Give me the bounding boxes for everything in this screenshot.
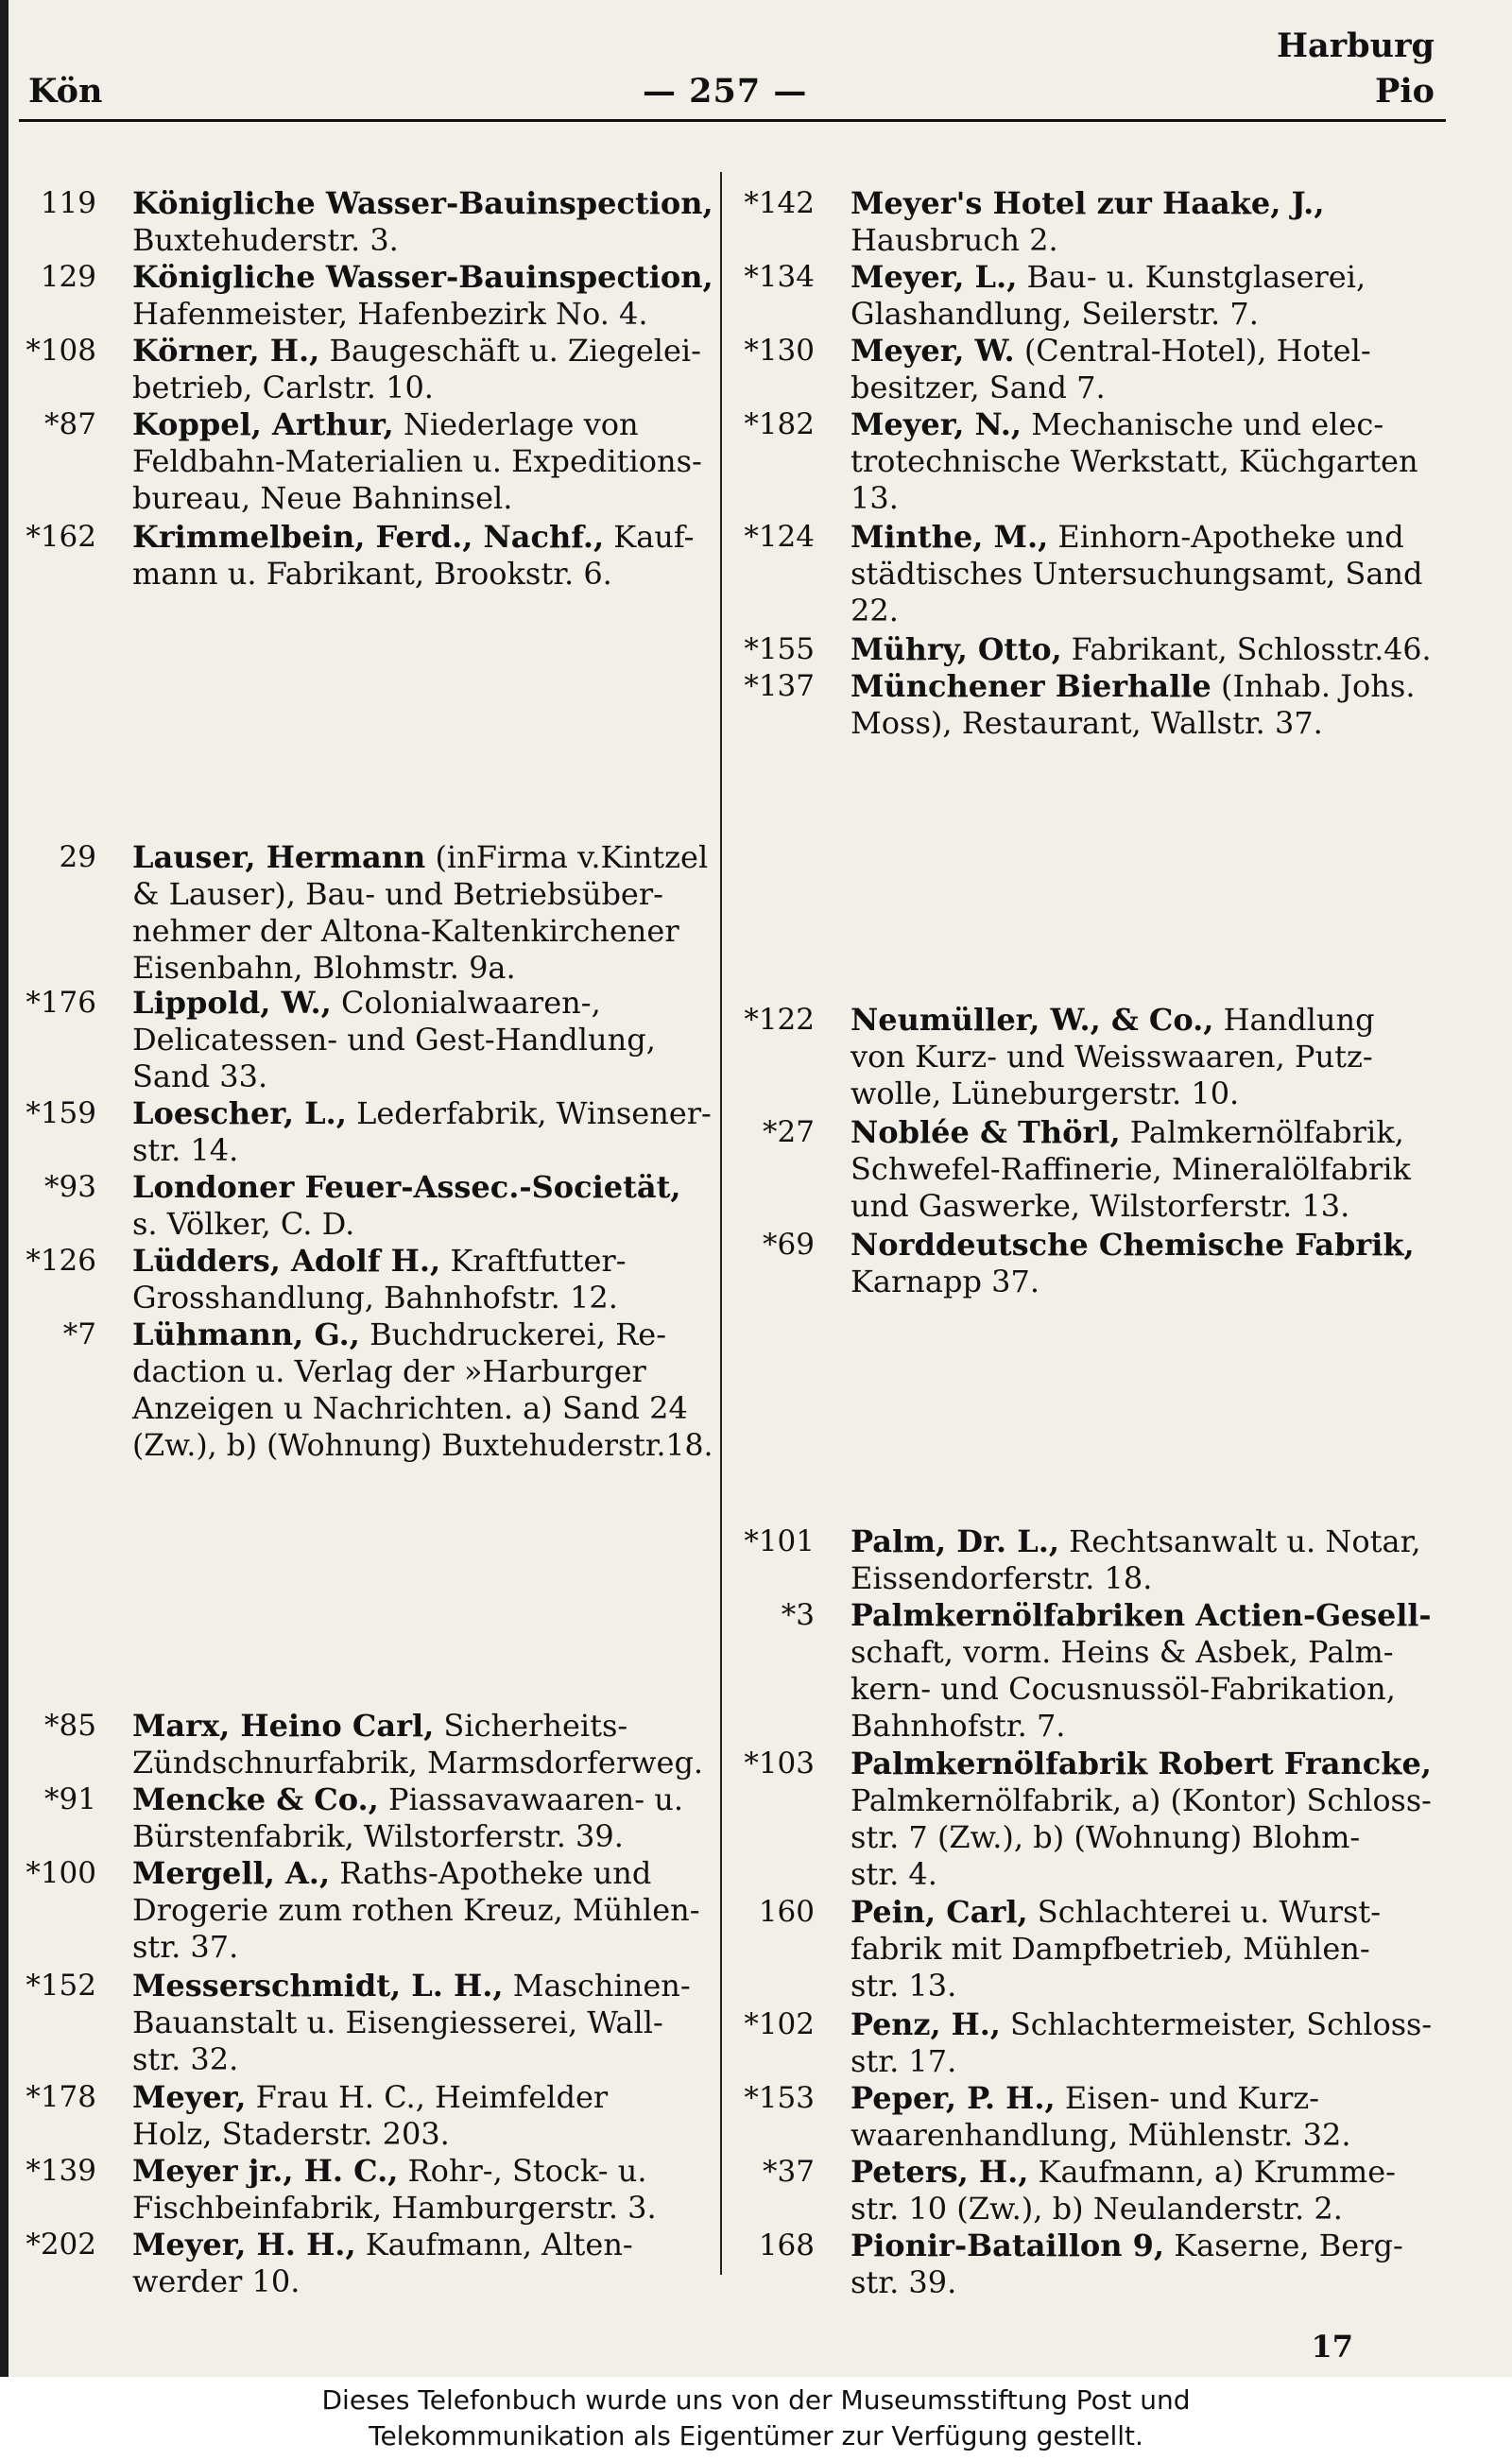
entry-first-line xyxy=(132,2227,633,2263)
phone-number: *37 xyxy=(763,2155,815,2189)
phone-number: *7 xyxy=(62,1317,96,1351)
entry-description: (Inhab. Johs. xyxy=(1211,668,1416,704)
entry-name: Palm, Dr. L., xyxy=(850,1523,1059,1559)
footer-line-1: Dieses Telefonbuch wurde uns von der Museumsstiftung Post und xyxy=(321,2384,1191,2416)
header-page-number: — 257 — xyxy=(643,72,808,111)
entry-description: Einhorn-Apotheke und xyxy=(1048,519,1404,555)
entry-continuation-line: kern- und Cocusnussöl-Fabrikation, xyxy=(850,1671,1396,1707)
entry-continuation-line: str. 13. xyxy=(850,1968,957,2004)
entry-continuation-line: Moss), Restaurant, Wallstr. 37. xyxy=(850,705,1323,741)
entry-continuation-line: Eisenbahn, Blohmstr. 9a. xyxy=(132,950,516,986)
entry-name: Meyer, H. H., xyxy=(132,2227,356,2262)
entry-name: Norddeutsche Chemische Fabrik, xyxy=(850,1227,1415,1263)
column-divider xyxy=(720,172,722,2275)
entry-first-line xyxy=(132,259,713,296)
entry-description: Sicherheits- xyxy=(434,1708,628,1744)
header-range-end: Pio xyxy=(1375,72,1435,111)
entry-description: Rohr-, Stock- u. xyxy=(398,2153,647,2189)
entry-name: Meyer, xyxy=(132,2079,247,2115)
phone-number: *126 xyxy=(26,1244,96,1278)
entry-description: Mechanische und elec- xyxy=(1022,406,1384,442)
footer-credit xyxy=(0,2377,1512,2460)
phone-number: *153 xyxy=(744,2081,815,2115)
entry-name: Münchener Bierhalle xyxy=(850,668,1211,704)
entry-continuation-line: Delicatessen- und Gest-Handlung, xyxy=(132,1022,656,1058)
entry-continuation-line: trotechnische Werkstatt, Küchgarten xyxy=(850,443,1418,479)
entry-continuation-line: str. 39. xyxy=(850,2264,957,2300)
entry-continuation-line: Glashandlung, Seilerstr. 7. xyxy=(850,296,1259,332)
entry-continuation-line: Holz, Staderstr. 203. xyxy=(132,2116,450,2152)
entry-continuation-line: Drogerie zum rothen Kreuz, Mühlen- xyxy=(132,1892,700,1928)
entry-description: Baugeschäft u. Ziegelei- xyxy=(319,333,701,369)
entry-first-line xyxy=(132,985,601,1022)
phone-number: *162 xyxy=(26,520,96,554)
entry-continuation-line: Karnapp 37. xyxy=(850,1264,1040,1299)
entry-continuation-line: str. 37. xyxy=(132,1929,239,1965)
entry-continuation-line: Hausbruch 2. xyxy=(850,222,1058,258)
entry-continuation-line: (Zw.), b) (Wohnung) Buxtehuderstr.18. xyxy=(132,1427,713,1463)
entry-first-line xyxy=(132,1169,681,1206)
entry-name: Marx, Heino Carl, xyxy=(132,1708,435,1744)
entry-description: Colonialwaaren-, xyxy=(331,985,601,1021)
entry-continuation-line: Palmkernölfabrik, a) (Kontor) Schloss- xyxy=(850,1782,1432,1818)
entry-first-line xyxy=(850,631,1432,668)
phone-number: 119 xyxy=(40,186,96,220)
entry-continuation-line: str. 14. xyxy=(132,1132,239,1168)
entry-first-line xyxy=(850,519,1404,556)
entry-name: Peters, H., xyxy=(850,2154,1029,2190)
entry-first-line xyxy=(132,2079,608,2116)
entry-name: Minthe, M., xyxy=(850,519,1049,555)
header-rule xyxy=(19,119,1446,122)
phone-number: *139 xyxy=(26,2154,96,2188)
entry-description: Buchdruckerei, Re- xyxy=(359,1316,667,1352)
entry-continuation-line: und Gaswerke, Wilstorferstr. 13. xyxy=(850,1188,1350,1224)
entry-name: Körner, H., xyxy=(132,333,320,369)
entry-description: Maschinen- xyxy=(503,1968,691,2004)
entry-description: Fabrikant, Schlosstr.46. xyxy=(1061,631,1432,667)
phone-number: *69 xyxy=(763,1228,815,1262)
entry-continuation-line: str. 4. xyxy=(850,1856,937,1892)
entry-continuation-line: Bauanstalt u. Eisengiesserei, Wall- xyxy=(132,2004,663,2040)
entry-description: Rechtsanwalt u. Notar, xyxy=(1058,1523,1421,1559)
phone-number: *100 xyxy=(26,1856,96,1890)
header-range-start: Kön xyxy=(28,72,103,111)
entry-first-line xyxy=(132,333,701,370)
entry-description: Bau- u. Kunstglaserei, xyxy=(1017,259,1366,295)
city-header: Harburg xyxy=(1276,26,1435,65)
entry-first-line xyxy=(850,333,1371,370)
phone-number: 129 xyxy=(40,260,96,294)
entry-first-line xyxy=(850,1746,1432,1782)
entry-name: Meyer's Hotel zur Haake, J., xyxy=(850,185,1325,221)
phone-number: 168 xyxy=(758,2228,815,2262)
entry-first-line xyxy=(850,406,1383,443)
phone-number: *122 xyxy=(744,1003,815,1037)
entry-name: Neumüller, W., & Co., xyxy=(850,1002,1214,1038)
entry-description: Niederlage von xyxy=(393,406,639,442)
entry-description: Frau H. C., Heimfelder xyxy=(246,2079,609,2115)
entry-first-line xyxy=(132,1095,712,1132)
entry-description: Schlachtermeister, Schloss- xyxy=(1000,2006,1433,2042)
entry-first-line xyxy=(132,1855,651,1892)
entry-continuation-line: Grosshandlung, Bahnhofstr. 12. xyxy=(132,1280,618,1316)
entry-continuation-line: Bürstenfabrik, Wilstorferstr. 39. xyxy=(132,1818,624,1854)
entry-first-line xyxy=(850,1523,1421,1560)
entry-name: Noblée & Thörl, xyxy=(850,1114,1121,1150)
entry-first-line xyxy=(850,1114,1404,1151)
entry-first-line xyxy=(132,1243,627,1280)
book-spine-edge xyxy=(0,0,9,2377)
entry-continuation-line: Schwefel-Raffinerie, Mineralölfabrik xyxy=(850,1151,1411,1187)
entry-description: Schlachterei u. Wurst- xyxy=(1027,1894,1382,1930)
entry-description: Eisen- und Kurz- xyxy=(1055,2080,1320,2116)
entry-description: Lederfabrik, Winsener- xyxy=(346,1095,712,1131)
entry-first-line xyxy=(132,519,694,556)
entry-continuation-line: Feldbahn-Materialien u. Expeditions- xyxy=(132,443,702,479)
entry-description: (Central-Hotel), Hotel- xyxy=(1014,333,1371,369)
entry-name: Lippold, W., xyxy=(132,985,332,1021)
entry-first-line xyxy=(850,1227,1415,1264)
phone-number: *124 xyxy=(744,520,815,554)
entry-first-line xyxy=(132,2153,647,2190)
phone-number: *202 xyxy=(26,2228,96,2262)
entry-name: Mergell, A., xyxy=(132,1855,331,1891)
entry-continuation-line: Sand 33. xyxy=(132,1058,268,1094)
entry-name: Pionir-Bataillon 9, xyxy=(850,2228,1165,2263)
phone-number: *87 xyxy=(44,407,96,441)
phone-number: 29 xyxy=(59,840,96,874)
entry-description: Piassavawaaren- u. xyxy=(378,1781,684,1817)
phone-number: *152 xyxy=(26,1969,96,2003)
phone-number: *103 xyxy=(744,1746,815,1780)
entry-description: Raths-Apotheke und xyxy=(330,1855,652,1891)
entry-first-line xyxy=(850,1894,1381,1931)
entry-continuation-line: s. Völker, C. D. xyxy=(132,1206,355,1242)
entry-first-line xyxy=(850,185,1324,222)
entry-name: Meyer, W. xyxy=(850,333,1015,369)
entry-continuation-line: str. 10 (Zw.), b) Neulanderstr. 2. xyxy=(850,2191,1343,2227)
entry-name: Königliche Wasser-Bauinspection, xyxy=(132,185,713,221)
entry-name: Peper, P. H., xyxy=(850,2080,1056,2116)
entry-continuation-line: nehmer der Altona-Kaltenkirchener xyxy=(132,913,679,949)
entry-continuation-line: & Lauser), Bau- und Betriebsüber- xyxy=(132,876,663,912)
entry-continuation-line: betrieb, Carlstr. 10. xyxy=(132,370,434,405)
entry-continuation-line: Anzeigen u Nachrichten. a) Sand 24 xyxy=(132,1390,688,1426)
entry-continuation-line: wolle, Lüneburgerstr. 10. xyxy=(850,1075,1240,1111)
entry-description: Kaufmann, a) Krumme- xyxy=(1028,2154,1396,2190)
entry-continuation-line: daction u. Verlag der »Harburger xyxy=(132,1353,646,1389)
phone-number: *101 xyxy=(744,1524,815,1558)
phone-number: *176 xyxy=(26,986,96,1020)
entry-continuation-line: bureau, Neue Bahninsel. xyxy=(132,480,513,516)
entry-name: Loescher, L., xyxy=(132,1095,347,1131)
entry-first-line xyxy=(132,1781,683,1818)
entry-continuation-line: Hafenmeister, Hafenbezirk No. 4. xyxy=(132,296,648,332)
entry-continuation-line: mann u. Fabrikant, Brookstr. 6. xyxy=(132,556,612,592)
entry-first-line xyxy=(132,185,713,222)
phone-number: 160 xyxy=(758,1895,815,1929)
entry-name: Krimmelbein, Ferd., Nachf., xyxy=(132,519,605,555)
entry-first-line xyxy=(132,1708,627,1745)
entry-continuation-line: Bahnhofstr. 7. xyxy=(850,1708,1066,1744)
entry-continuation-line: Fischbeinfabrik, Hamburgerstr. 3. xyxy=(132,2190,657,2226)
phone-number: *93 xyxy=(44,1170,96,1204)
phone-number: *91 xyxy=(44,1782,96,1816)
entry-description: Handlung xyxy=(1213,1002,1375,1038)
phone-number: *142 xyxy=(744,186,815,220)
entry-name: Pein, Carl, xyxy=(850,1894,1028,1930)
entry-first-line xyxy=(850,259,1366,296)
entry-name: Meyer, L., xyxy=(850,259,1018,295)
entry-continuation-line: fabrik mit Dampfbetrieb, Mühlen- xyxy=(850,1931,1370,1967)
entry-first-line xyxy=(132,839,708,876)
entry-name: Königliche Wasser-Bauinspection, xyxy=(132,259,713,295)
phone-number: *130 xyxy=(744,334,815,368)
entry-name: Lauser, Hermann xyxy=(132,839,426,875)
entry-continuation-line: werder 10. xyxy=(132,2263,301,2299)
entry-continuation-line: besitzer, Sand 7. xyxy=(850,370,1106,405)
entry-name: Koppel, Arthur, xyxy=(132,406,394,442)
entry-continuation-line: von Kurz- und Weisswaaren, Putz- xyxy=(850,1039,1373,1075)
entry-continuation-line: 22. xyxy=(850,593,899,628)
phone-number: *155 xyxy=(744,632,815,666)
entry-first-line xyxy=(132,1968,691,2004)
entry-continuation-line: 13. xyxy=(850,480,899,516)
phone-number: *134 xyxy=(744,260,815,294)
entry-name: Meyer jr., H. C., xyxy=(132,2153,399,2189)
entry-description: Kaufmann, Alten- xyxy=(355,2227,633,2262)
phone-number: *159 xyxy=(26,1096,96,1130)
entry-continuation-line: str. 7 (Zw.), b) (Wohnung) Blohm- xyxy=(850,1819,1361,1855)
entry-description: Kauf- xyxy=(604,519,695,555)
entry-description: Kaserne, Berg- xyxy=(1164,2228,1403,2263)
entry-name: Palmkernölfabriken Actien-Gesell- xyxy=(850,1597,1432,1633)
phone-number: *85 xyxy=(44,1709,96,1743)
entry-first-line xyxy=(132,1316,666,1353)
entry-name: Mühry, Otto, xyxy=(850,631,1062,667)
entry-first-line xyxy=(850,2154,1396,2191)
entry-continuation-line: Eissendorferstr. 18. xyxy=(850,1560,1153,1596)
entry-first-line xyxy=(850,1002,1375,1039)
entry-continuation-line: Zündschnurfabrik, Marmsdorferweg. xyxy=(132,1745,704,1780)
entry-name: Lühmann, G., xyxy=(132,1316,360,1352)
entry-continuation-line: Buxtehuderstr. 3. xyxy=(132,222,399,258)
phone-number: *108 xyxy=(26,334,96,368)
entry-description: Palmkernölfabrik, xyxy=(1120,1114,1404,1150)
phone-number: *182 xyxy=(744,407,815,441)
phone-number: *137 xyxy=(744,669,815,703)
phone-number: *3 xyxy=(781,1598,815,1632)
entry-first-line xyxy=(850,2228,1403,2264)
phone-number: *178 xyxy=(26,2080,96,2114)
entry-continuation-line: städtisches Untersuchungsamt, Sand xyxy=(850,556,1423,592)
entry-continuation-line: waarenhandlung, Mühlenstr. 32. xyxy=(850,2117,1351,2153)
phone-number: *102 xyxy=(744,2007,815,2041)
entry-name: Lüdders, Adolf H., xyxy=(132,1243,441,1279)
entry-name: Meyer, N., xyxy=(850,406,1022,442)
phone-number: *27 xyxy=(763,1115,815,1149)
entry-name: Messerschmidt, L. H., xyxy=(132,1968,504,2004)
page-footer-number: 17 xyxy=(1311,2329,1353,2365)
entry-first-line xyxy=(850,1597,1432,1634)
entry-description: Kraftfutter- xyxy=(440,1243,627,1279)
entry-continuation-line: schaft, vorm. Heins & Asbek, Palm- xyxy=(850,1634,1394,1670)
entry-name: Penz, H., xyxy=(850,2006,1001,2042)
entry-continuation-line: str. 17. xyxy=(850,2043,957,2079)
entry-first-line xyxy=(850,668,1416,705)
footer-line-2: Telekommunikation als Eigentümer zur Verfügung gestellt. xyxy=(369,2420,1143,2451)
entry-first-line xyxy=(850,2080,1319,2117)
entry-description: (inFirma v.Kintzel xyxy=(425,839,709,875)
entry-first-line xyxy=(850,2006,1432,2043)
entry-first-line xyxy=(132,406,639,443)
entry-continuation-line: str. 32. xyxy=(132,2041,239,2077)
entry-name: Mencke & Co., xyxy=(132,1781,379,1817)
entry-name: Londoner Feuer-Assec.-Societät, xyxy=(132,1169,681,1205)
entry-name: Palmkernölfabrik Robert Francke, xyxy=(850,1746,1432,1781)
